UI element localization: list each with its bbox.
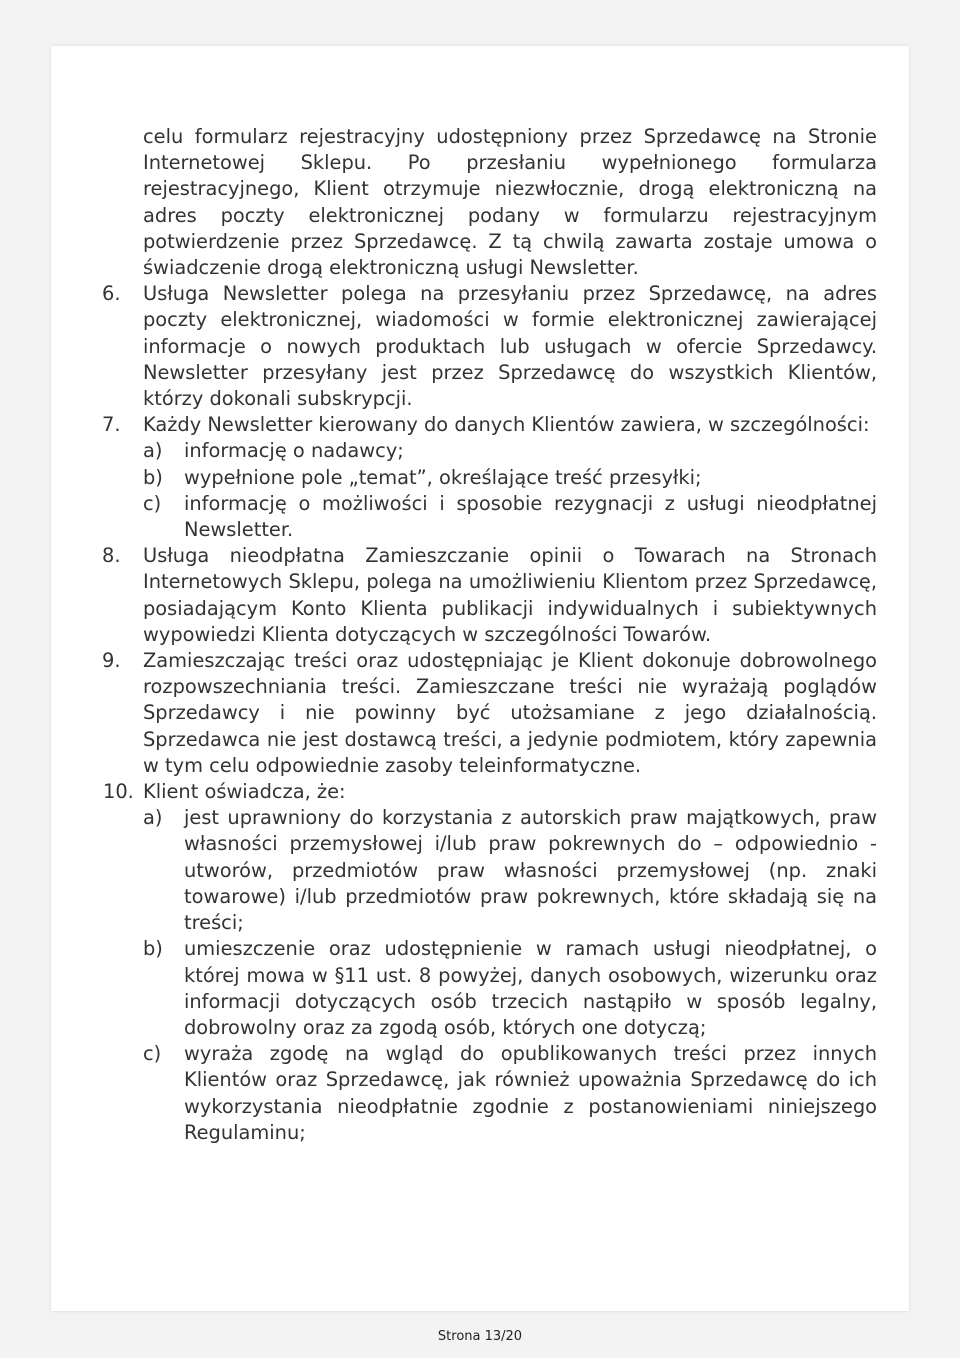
sub-item-b — [143, 936, 877, 1041]
sub-item-b — [143, 465, 877, 491]
sub-item-letter: a) — [143, 439, 163, 463]
list-item-text: Zamieszczając treści oraz udostępniając je Klient dokonuje dobrowolnego rozpowszechniania treści. Zamieszczane treści nie wyrażają poglądów Sprzedawcy i nie powinny być utożsamiane z jego działalnością. Sprzedawca nie jest dostawcą treści, a jedynie podmiotem, który zapewnia w tym celu odpowiednie zasoby teleinformatyczne. — [143, 649, 877, 777]
sub-item-letter: c) — [143, 491, 162, 515]
list-item-number: 9. — [102, 649, 121, 673]
list-item-number: 6. — [102, 282, 121, 306]
sub-item-text: informację o nadawcy; — [184, 439, 404, 463]
list-item-text: Usługa nieodpłatna Zamieszczanie opinii o Towarach na Stronach Internetowych Sklepu, polega na umożliwieniu Klientom przez Sprzedawcę, posiadającym Konto Klienta publikacji indywidualnych i subiektywnych wypowiedzi Klienta dotyczących w szczególności Towarów. — [143, 544, 877, 646]
sub-item-a — [143, 438, 877, 464]
list-item-7 — [102, 412, 877, 543]
sub-item-text: informację o możliwości i sposobie rezygnacji z usługi nieodpłatnej Newsletter. — [184, 491, 877, 542]
sub-item-a — [143, 805, 877, 936]
sub-item-text: wyraża zgodę na wgląd do opublikowanych treści przez innych Klientów oraz Sprzedawcę, jak również upoważnia Sprzedawcę do ich wykorzystania nieodpłatnie zgodnie z postanowieniami niniejszego Regulaminu; — [184, 1042, 877, 1144]
sub-item-letter: a) — [143, 806, 163, 830]
document-page — [51, 46, 909, 1311]
list-item-6 — [102, 281, 877, 412]
list-item-8 — [102, 543, 877, 648]
list-item-number: 10. — [103, 780, 134, 804]
list-item-text: Usługa Newsletter polega na przesyłaniu przez Sprzedawcę, na adres poczty elektronicznej, wiadomości w formie elektronicznej zawierającej informacje o nowych produktach lub usługach w ofercie Sprzedawcy. Newsletter przesyłany jest przez Sprzedawcę do wszystkich Klientów, którzy dokonali subskrypcji. — [143, 282, 877, 411]
list-item-9 — [102, 648, 877, 779]
list-item-text: Każdy Newsletter kierowany do danych Klientów zawiera, w szczególności: — [143, 413, 870, 437]
sub-item-letter: b) — [143, 937, 163, 961]
list-item-number: 8. — [102, 544, 121, 568]
document-body — [102, 124, 877, 1146]
sub-item-letter: c) — [143, 1042, 162, 1066]
list-item-number: 7. — [102, 413, 121, 437]
list-item-10 — [103, 779, 877, 1146]
sub-item-c — [143, 491, 877, 543]
sub-item-letter: b) — [143, 465, 163, 489]
intro-paragraph: celu formularz rejestracyjny udostępniony przez Sprzedawcę na Stronie Internetowej Sklepu. Po przesłaniu wypełnionego formularza rejestracyjnego, Klient otrzymuje niezwłocznie, drogą elektroniczną na adres poczty elektronicznej podany w formularzu rejestracyjnym potwierdzenie przez Sprzedawcę. Z tą chwilą zawarta zostaje umowa o świadczenie drogą elektroniczną usługi Newsletter. — [143, 125, 877, 280]
sub-item-c — [143, 1041, 877, 1146]
sub-item-text: umieszczenie oraz udostępnienie w ramach usługi nieodpłatnej, o której mowa w §11 ust. 8 powyżej, danych osobowych, wizerunku oraz informacji dotyczących osób trzecich nastąpiło w sposób legalny, dobrowolny oraz za zgodą osób, których one dotyczą; — [184, 937, 877, 1039]
sub-item-text: jest uprawniony do korzystania z autorskich praw majątkowych, praw własności przemysłowej i/lub praw pokrewnych do – odpowiednio - utworów, przedmiotów praw własności przemysłowej (np. znaki towarowe) i/lub przedmiotów praw pokrewnych, które składają się na treści; — [184, 806, 877, 935]
list-item-text: Klient oświadcza, że: — [143, 780, 346, 804]
page-number: Strona 13/20 — [437, 1329, 523, 1344]
sub-item-text: wypełnione pole „temat”, określające treść przesyłki; — [184, 465, 702, 489]
